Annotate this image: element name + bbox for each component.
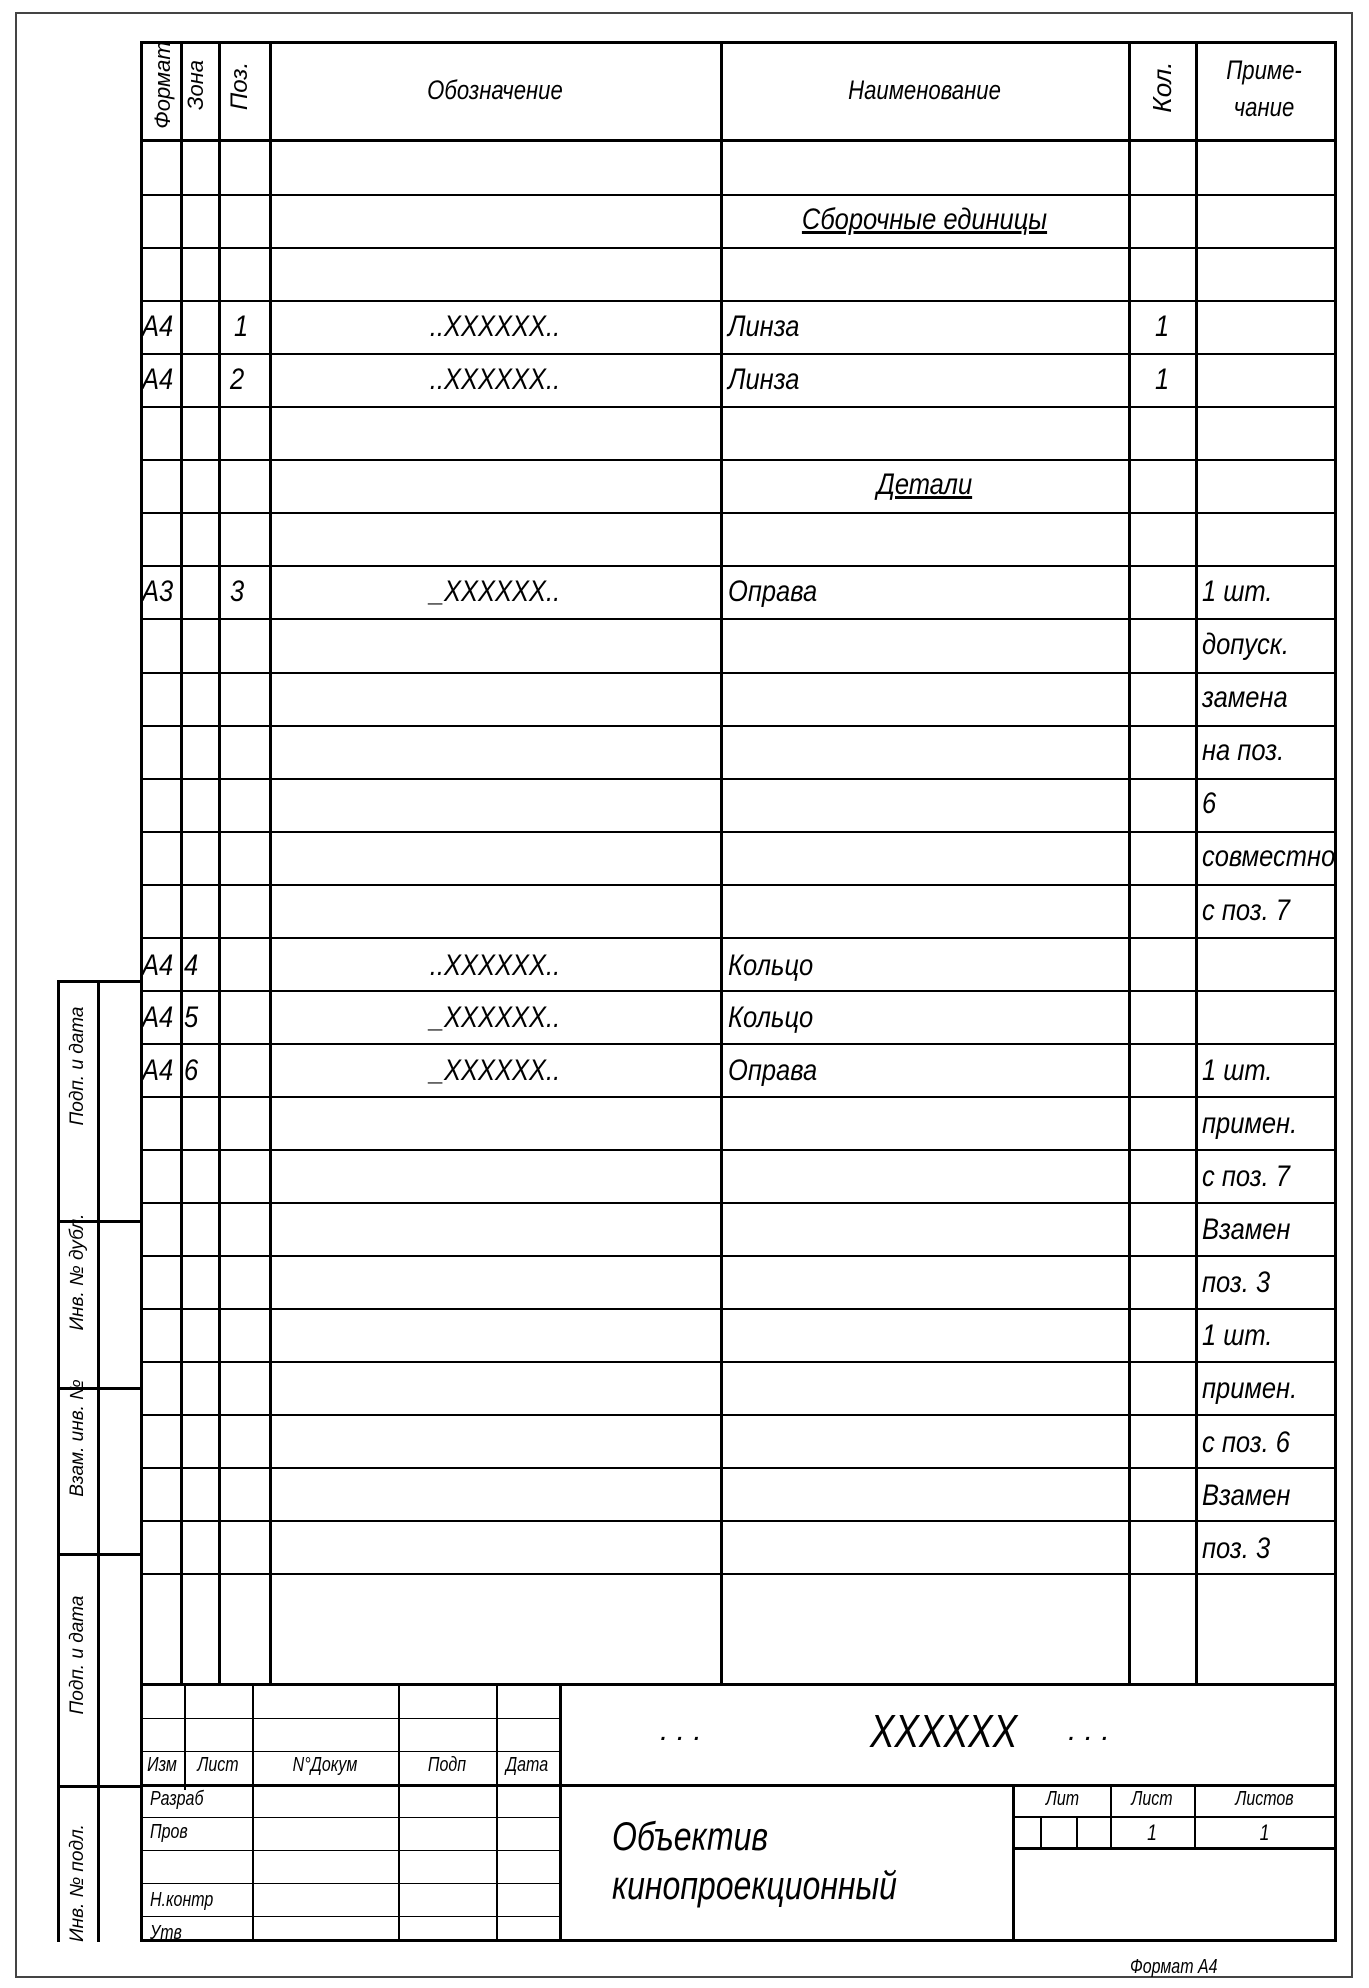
row-format: А4	[142, 949, 174, 982]
col-label-date: Дата	[505, 1754, 549, 1776]
lit-cell	[1040, 1816, 1042, 1849]
role-prov: Пров	[150, 1821, 188, 1843]
stamp-sign-date-1: Подп. и дата	[67, 1006, 88, 1126]
row-line	[140, 618, 1337, 620]
note-line: с поз. 7	[1202, 1160, 1290, 1193]
row-line	[140, 194, 1337, 196]
row-line	[140, 1096, 1337, 1098]
note-line: замена	[1202, 681, 1288, 714]
stamp-inner	[97, 980, 100, 1942]
column-line	[269, 41, 272, 1685]
row-designation: _XXXXXX..	[429, 575, 561, 608]
row-name: Кольцо	[728, 1001, 814, 1034]
stamp-row	[57, 1553, 142, 1556]
titleblock-row	[1012, 1847, 1337, 1850]
header-format: Формат	[150, 41, 175, 129]
row-format: А4	[142, 1001, 174, 1034]
header-name: Наименование	[848, 75, 1001, 105]
stamp-outer	[57, 980, 60, 1942]
note-line: совместно	[1202, 840, 1336, 873]
titleblock-col	[398, 1790, 400, 1940]
row-format: А3	[142, 575, 174, 608]
titleblock-row	[559, 1784, 1337, 1787]
section-assembly-units: Сборочные единицы	[801, 203, 1048, 236]
row-zone: 5	[184, 1001, 199, 1034]
row-name: Оправа	[728, 1054, 818, 1087]
row-name: Линза	[728, 310, 800, 343]
header-qty: Кол.	[1147, 61, 1177, 113]
row-line	[140, 300, 1337, 302]
col-label-podp: Подп	[427, 1754, 467, 1776]
row-qty: 1	[1155, 363, 1170, 396]
row-note: 1 шт.	[1202, 575, 1273, 608]
row-name: Кольцо	[728, 949, 814, 982]
row-line	[140, 353, 1337, 355]
role-razrab: Разраб	[150, 1788, 204, 1810]
note-line: Взамен	[1202, 1479, 1291, 1512]
row-note: 1 шт.	[1202, 1054, 1273, 1087]
header-note-line1: Приме-	[1226, 55, 1302, 85]
row-pos: 1	[234, 310, 249, 343]
row-line	[140, 406, 1337, 408]
row-line	[140, 1149, 1337, 1151]
column-line	[1128, 41, 1131, 1685]
row-designation: ..XXXXXX..	[429, 310, 561, 343]
note-line: Взамен	[1202, 1213, 1291, 1246]
row-qty: 1	[1155, 310, 1170, 343]
stamp-inv-podl: Инв. № подл.	[67, 1824, 88, 1942]
note-line: с поз. 7	[1202, 894, 1290, 927]
row-format: А4	[142, 1054, 174, 1087]
note-line: допуск.	[1202, 628, 1289, 661]
row-line	[140, 831, 1337, 833]
row-designation: _XXXXXX..	[429, 1001, 561, 1034]
footer-format-label: Формат А4	[1130, 1956, 1218, 1978]
row-line	[140, 672, 1337, 674]
row-line	[140, 1255, 1337, 1257]
row-zone: 4	[184, 949, 199, 982]
note-line: на поз.	[1202, 734, 1285, 767]
document-number: XXXXXX	[870, 1705, 1018, 1757]
titleblock-row	[140, 1883, 559, 1884]
row-line	[140, 1573, 1337, 1575]
row-line	[140, 565, 1337, 567]
row-name: Оправа	[728, 575, 818, 608]
note-line: поз. 3	[1202, 1266, 1271, 1299]
titleblock-row	[140, 1784, 559, 1787]
titleblock-col	[398, 1683, 400, 1790]
row-line	[140, 1043, 1337, 1045]
row-name: Линза	[728, 363, 800, 396]
titleblock-row	[140, 1817, 559, 1818]
header-note-line2: чание	[1233, 92, 1295, 122]
titleblock-col	[184, 1683, 186, 1790]
frame-bottom	[140, 1939, 1337, 1942]
section-details: Детали	[876, 468, 973, 501]
row-line	[140, 1467, 1337, 1469]
row-line	[140, 459, 1337, 461]
stamp-row	[57, 1785, 142, 1788]
note-line: примен.	[1202, 1107, 1298, 1140]
row-designation: ..XXXXXX..	[429, 363, 561, 396]
row-line	[140, 1361, 1337, 1363]
note-line: с поз. 6	[1202, 1426, 1290, 1459]
value-sheets: 1	[1259, 1820, 1270, 1845]
row-line	[140, 512, 1337, 514]
col-label-izm: Изм	[147, 1754, 177, 1776]
title-dots-right: . . .	[1068, 1714, 1110, 1747]
row-pos: 2	[230, 363, 245, 396]
col-label-list: Лист	[197, 1754, 239, 1776]
titleblock-row	[140, 1850, 559, 1851]
note-line: 6	[1202, 787, 1217, 820]
row-line	[140, 1414, 1337, 1416]
role-utv: Утв	[150, 1922, 182, 1944]
row-format: А4	[142, 310, 174, 343]
note-line: поз. 3	[1202, 1532, 1271, 1565]
label-sheets: Листов	[1235, 1788, 1294, 1810]
label-sheet: Лист	[1131, 1788, 1173, 1810]
row-line	[140, 990, 1337, 992]
titleblock-row	[140, 1751, 559, 1752]
row-format: А4	[142, 363, 174, 396]
titleblock-col	[252, 1683, 254, 1790]
row-designation: ..XXXXXX..	[429, 949, 561, 982]
titleblock-row	[140, 1916, 559, 1917]
lit-cell	[1076, 1816, 1078, 1849]
note-line: примен.	[1202, 1372, 1298, 1405]
row-designation: _XXXXXX..	[429, 1054, 561, 1087]
product-name-line2: кинопроекционный	[612, 1864, 897, 1908]
title-dots-left: . . .	[660, 1714, 702, 1747]
titleblock-col	[1012, 1784, 1015, 1940]
header-designation: Обозначение	[427, 75, 563, 105]
row-line	[140, 778, 1337, 780]
row-line	[140, 884, 1337, 886]
stamp-vzam-inv: Взам. инв. №	[67, 1379, 88, 1497]
header-zone: Зона	[183, 59, 208, 111]
header-pos: Поз.	[226, 61, 253, 111]
row-line	[140, 1520, 1337, 1522]
row-line	[140, 247, 1337, 249]
column-line	[720, 41, 723, 1685]
row-zone: 6	[184, 1054, 199, 1087]
titleblock-col	[252, 1790, 254, 1940]
row-line	[140, 725, 1337, 727]
titleblock-col	[496, 1683, 498, 1790]
column-line	[1195, 41, 1198, 1685]
stamp-sign-date-2: Подп. и дата	[67, 1595, 88, 1715]
row-line	[140, 1308, 1337, 1310]
column-line	[218, 41, 221, 1685]
titleblock-divider	[559, 1683, 562, 1940]
row-line	[140, 1202, 1337, 1204]
value-sheet: 1	[1147, 1820, 1157, 1845]
stamp-inv-dubl: Инв. № дубл.	[67, 1213, 88, 1331]
titleblock-row	[1012, 1816, 1337, 1818]
row-line	[140, 937, 1337, 939]
col-label-ndoc: N°Докум	[292, 1754, 358, 1776]
product-name-line1: Объектив	[612, 1815, 769, 1859]
role-nkontr: Н.контр	[150, 1889, 214, 1911]
column-line	[180, 41, 183, 1685]
titleblock-top	[140, 1683, 1337, 1686]
titleblock-row	[140, 1718, 559, 1719]
row-pos: 3	[230, 575, 245, 608]
header-bottom	[140, 139, 1337, 142]
titleblock-col	[496, 1790, 498, 1940]
label-lit: Лит	[1045, 1788, 1080, 1810]
note-line: 1 шт.	[1202, 1319, 1273, 1352]
